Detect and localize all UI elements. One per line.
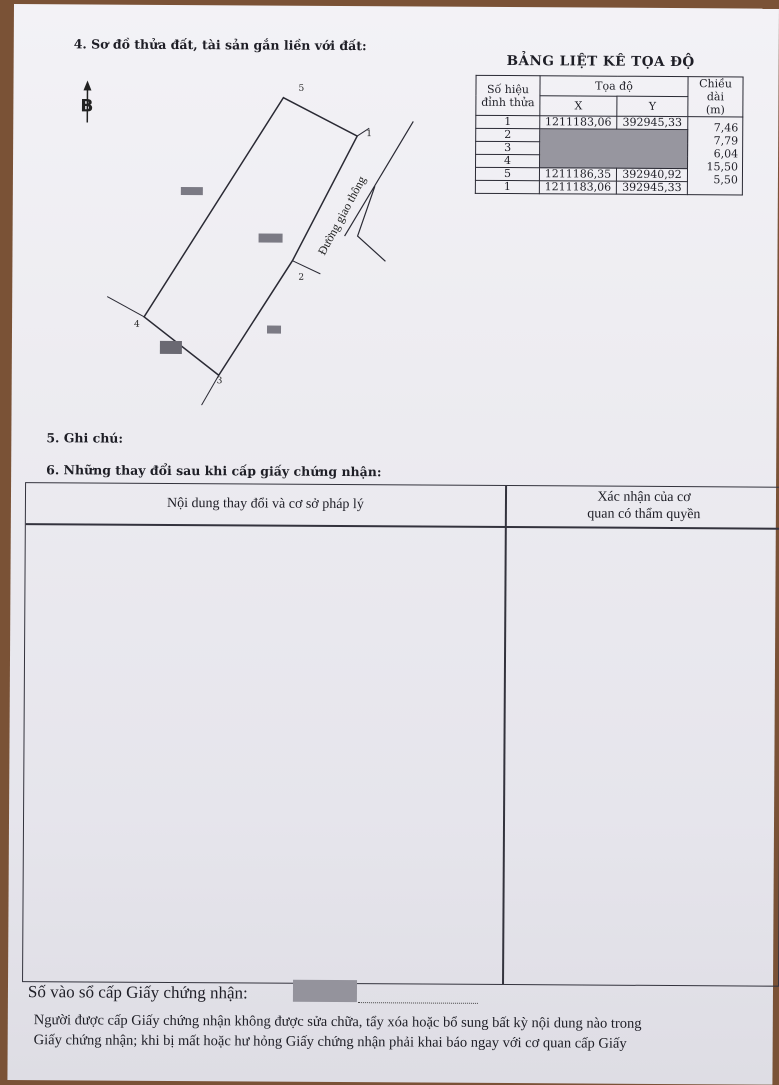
length-cell [687,117,742,195]
redacted-label [267,326,281,334]
road-label: Đường giao thông [315,174,369,258]
col-header-point-line2: đỉnh thửa [481,95,534,108]
length-value: 7,46 [692,121,738,134]
table-cell-x: 1211186,35 [539,168,616,181]
length-value: 15,50 [692,160,738,173]
col-header-x: X [540,96,617,116]
header-divider [26,523,779,529]
section-4-title: 4. Sơ đồ thửa đất, tài sản gắn liền với đất: [74,36,367,53]
redacted-label [259,233,283,242]
north-arrow-icon [80,80,93,122]
coord-table-title: BẢNG LIỆT KÊ TỌA ĐỘ [507,53,695,70]
table-cell-y: 392940,92 [616,168,687,181]
col-header-coord: Tọa độ [540,76,688,97]
redacted-coordinates [540,129,688,169]
land-plot-map [61,74,443,416]
table-cell-y: 392945,33 [616,181,687,194]
col-header-confirmation-line2: quan có thẩm quyền [507,505,779,524]
registry-label: Số vào sổ cấp Giấy chứng nhận: [28,982,248,1003]
length-value: 6,04 [692,147,738,160]
col-header-y: Y [617,96,688,116]
table-cell-id: 5 [475,167,539,180]
length-value: 7,79 [692,134,738,147]
table-cell-x: 1211183,06 [540,116,617,129]
col-header-length-line2: (m) [706,103,725,116]
col-header-point [476,75,540,115]
table-cell-x: 1211183,06 [539,181,616,194]
redacted-label [181,187,203,195]
table-cell-y: 392945,33 [617,116,688,129]
point-label-2: 2 [298,273,304,283]
point-label-4: 4 [134,320,140,330]
document-page [7,4,779,1085]
table-cell-id: 2 [476,128,540,141]
point-label-1: 1 [366,129,372,139]
table-cell-id: 3 [476,141,540,154]
table-cell-id: 1 [476,115,540,128]
changes-table [22,482,779,987]
coordinate-table [475,75,744,196]
col-header-point-line1: Số hiệu [487,82,529,95]
table-cell-id: 1 [475,180,539,193]
point-label-5: 5 [298,84,304,94]
section-6-title: 6. Những thay đổi sau khi cấp giấy chứng nhận: [46,462,381,479]
col-header-changes: Nội dung thay đổi và cơ sở pháp lý [26,495,505,514]
col-header-length [688,77,743,117]
redacted-registry-number [293,980,357,1002]
col-header-confirmation [507,488,779,524]
section-5-title: 5. Ghi chú: [46,430,123,445]
table-cell-id: 4 [476,154,540,167]
col-header-confirmation-line1: Xác nhận của cơ [507,488,779,507]
north-label: B [80,96,93,116]
redacted-label [160,341,182,354]
registry-dotted-line [358,1002,478,1004]
notice-line-2: Giấy chứng nhận; khi bị mất hoặc hư hỏng Giấy chứng nhận phải khai báo ngay với cơ quan cấp Giấy [34,1032,627,1053]
column-divider [502,486,507,984]
length-value: 5,50 [692,173,738,186]
notice-line-1: Người được cấp Giấy chứng nhận không được sửa chữa, tẩy xóa hoặc bổ sung bất kỳ nội dung nào trong [34,1012,642,1033]
point-label-3: 3 [217,376,223,386]
col-header-length-line1: Chiều dài [699,77,732,103]
